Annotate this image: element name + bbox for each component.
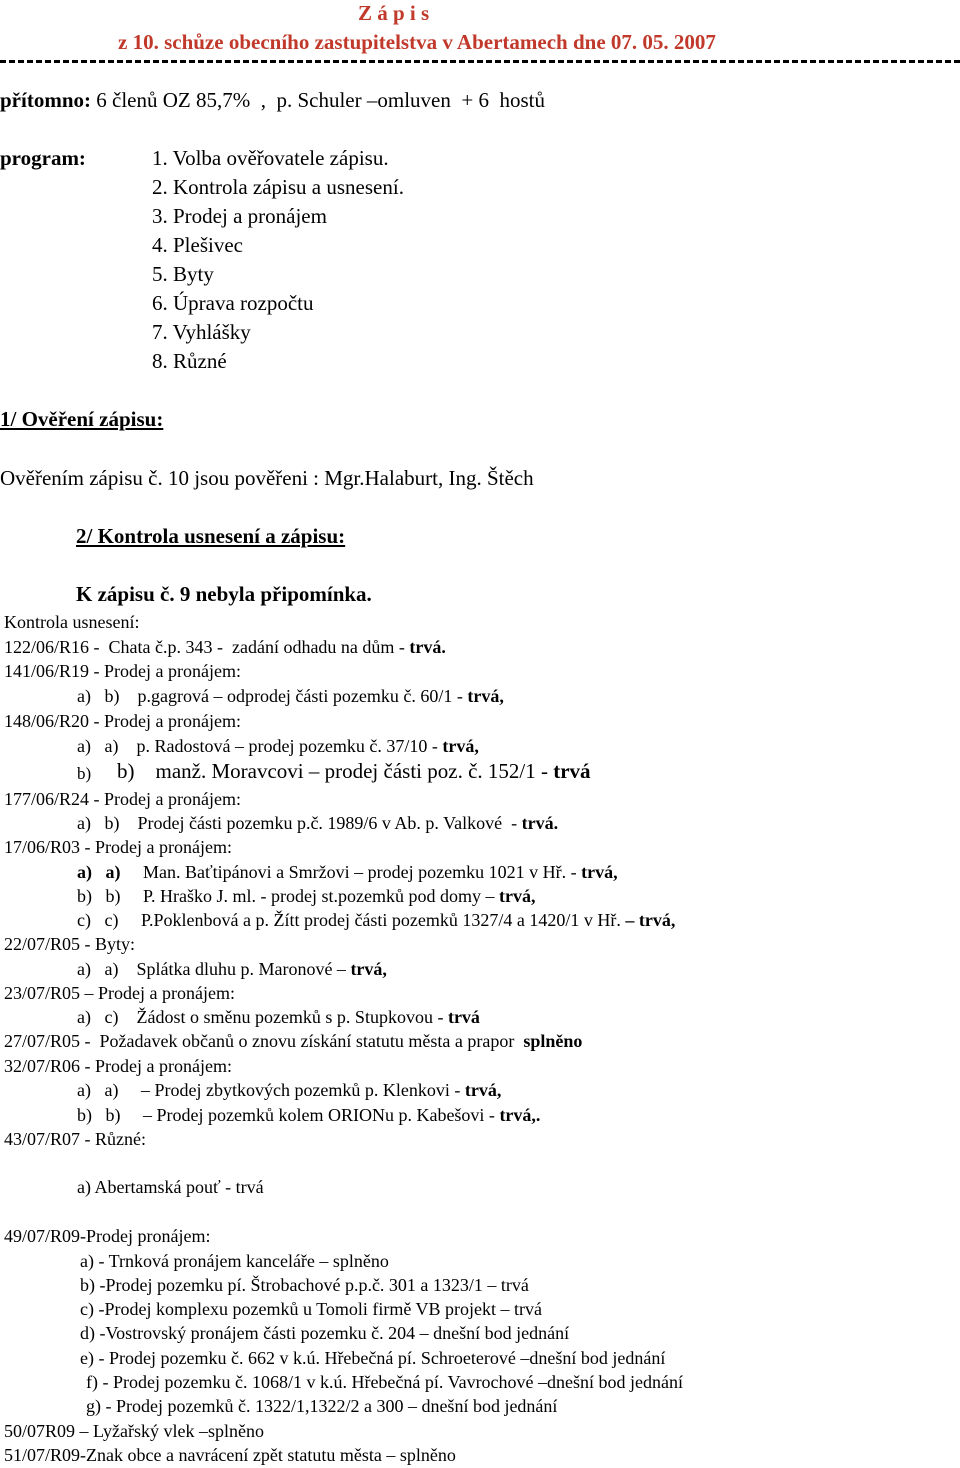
- attendance-line: [0, 90, 545, 111]
- page-title: Z á p i s: [358, 1, 430, 25]
- resolution-line: b) b) P. Hraško J. ml. - prodej st.pozemků pod domy – trvá,: [77, 886, 536, 906]
- resolution-line: 27/07/R05 - Požadavek občanů o znovu získání statutu města a prapor splněno: [4, 1031, 583, 1051]
- list-item: b) -Prodej pozemku pí. Štrobachové p.p.č. 301 a 1323/1 – trvá: [80, 1275, 529, 1295]
- resolution-line: 32/07/R06 - Prodej a pronájem:: [4, 1056, 232, 1076]
- program-item: 3. Prodej a pronájem: [152, 204, 327, 228]
- resolution-line: a) b) Prodej části pozemku p.č. 1989/6 v Ab. p. Valkové - trvá.: [77, 813, 559, 833]
- status-text: trvá,: [442, 736, 479, 756]
- resolution-line: 22/07/R05 - Byty:: [4, 934, 136, 954]
- resolution-line: 122/06/R16 - Chata č.p. 343 - zadání odhadu na dům - trvá.: [4, 637, 446, 657]
- status-text: trvá.: [409, 637, 446, 657]
- resolution-line: b) manž. Moravcovi – prodej části poz. č. 152/1 - trvá: [117, 759, 591, 783]
- status-text: trvá,: [581, 862, 618, 882]
- resolution-line: 141/06/R19 - Prodej a pronájem:: [4, 661, 241, 681]
- resolution-line: 43/07/R07 - Různé:: [4, 1129, 146, 1149]
- status-text: trvá,: [350, 959, 387, 979]
- footer-line: 51/07/R09-Znak obce a navrácení zpět statutu města – splněno: [4, 1445, 456, 1465]
- resolution-line: 23/07/R05 – Prodej a pronájem:: [4, 983, 235, 1003]
- list-item: g) - Prodej pozemků č. 1322/1,1322/2 a 300 – dnešní bod jednání: [86, 1396, 558, 1416]
- program-item: 6. Úprava rozpočtu: [152, 291, 314, 315]
- resolution-line: a) Abertamská pouť - trvá: [77, 1177, 264, 1197]
- status-text: trvá,: [464, 1080, 502, 1100]
- section-2-heading: 2/ Kontrola usnesení a zápisu:: [76, 524, 346, 548]
- program-item: 7. Vyhlášky: [152, 320, 251, 344]
- resolution-line: a) a) p. Radostová – prodej pozemku č. 37/10 - trvá,: [77, 736, 479, 756]
- program-item: 8. Různé: [152, 349, 227, 373]
- status-text: trvá: [553, 759, 591, 783]
- status-text: trvá,.: [499, 1105, 541, 1125]
- status-text: trvá,: [467, 686, 504, 706]
- resolution-line: a) a) Man. Baťtipánovi a Smržovi – prodej pozemku 1021 v Hř. - trvá,: [77, 862, 618, 882]
- program-label: program:: [0, 146, 86, 170]
- list-item: c) -Prodej komplexu pozemků u Tomoli firmě VB projekt – trvá: [80, 1299, 542, 1319]
- program-item: 4. Plešivec: [152, 233, 243, 257]
- resolution-line: 148/06/R20 - Prodej a pronájem:: [4, 711, 241, 731]
- section-1-text: Ověřením zápisu č. 10 jsou pověřeni : Mgr.Halaburt, Ing. Štěch: [0, 466, 534, 490]
- program-item: 2. Kontrola zápisu a usnesení.: [152, 175, 404, 199]
- list-item: a) - Trnková pronájem kanceláře – splněno: [80, 1251, 389, 1271]
- program-item: 1. Volba ověřovatele zápisu.: [152, 146, 389, 170]
- section-49-heading: 49/07/R09-Prodej pronájem:: [4, 1226, 211, 1246]
- status-text: – trvá,: [625, 910, 676, 930]
- resolution-line: a) a) Splátka dluhu p. Maronové – trvá,: [77, 959, 387, 979]
- status-text: trvá,: [498, 886, 536, 906]
- resolution-prefix: b): [77, 764, 92, 783]
- section-2-note: K zápisu č. 9 nebyla připomínka.: [76, 582, 372, 606]
- attendance-text: 6 členů OZ 85,7% , p. Schuler –omluven + 6 hostů: [91, 88, 545, 112]
- footer-line: 50/07R09 – Lyžařský vlek –splněno: [4, 1421, 264, 1441]
- list-item: f) - Prodej pozemku č. 1068/1 v k.ú. Hřebečná pí. Vavrochové –dnešní bod jednání: [86, 1372, 684, 1392]
- separator-line: [0, 60, 960, 74]
- list-item: e) - Prodej pozemku č. 662 v k.ú. Hřebečná pí. Schroeterové –dnešní bod jednání: [80, 1348, 666, 1368]
- status-text: trvá: [447, 1007, 480, 1027]
- kontrola-label: Kontrola usnesení:: [4, 612, 140, 632]
- status-text: splněno: [523, 1031, 583, 1051]
- page-subtitle: z 10. schůze obecního zastupitelstva v Abertamech dne 07. 05. 2007: [118, 30, 716, 54]
- resolution-line: 177/06/R24 - Prodej a pronájem:: [4, 789, 241, 809]
- status-text: trvá.: [521, 813, 559, 833]
- resolution-line: b) b) – Prodej pozemků kolem ORIONu p. Kabešovi - trvá,.: [77, 1105, 541, 1125]
- section-1-heading: 1/ Ověření zápisu:: [0, 407, 164, 431]
- resolution-line: a) b) p.gagrová – odprodej části pozemku č. 60/1 - trvá,: [77, 686, 504, 706]
- resolution-line: 17/06/R03 - Prodej a pronájem:: [4, 837, 232, 857]
- resolution-line: a) c) Žádost o směnu pozemků s p. Stupkovou - trvá: [77, 1007, 480, 1027]
- resolution-line: a) a) – Prodej zbytkových pozemků p. Klenkovi - trvá,: [77, 1080, 502, 1100]
- attendance-label: přítomno:: [0, 88, 91, 112]
- list-item: d) -Vostrovský pronájem části pozemku č. 204 – dnešní bod jednání: [80, 1323, 570, 1343]
- resolution-line: c) c) P.Poklenbová a p. Žítt prodej části pozemků 1327/4 a 1420/1 v Hř. – trvá,: [77, 910, 676, 930]
- program-item: 5. Byty: [152, 262, 214, 286]
